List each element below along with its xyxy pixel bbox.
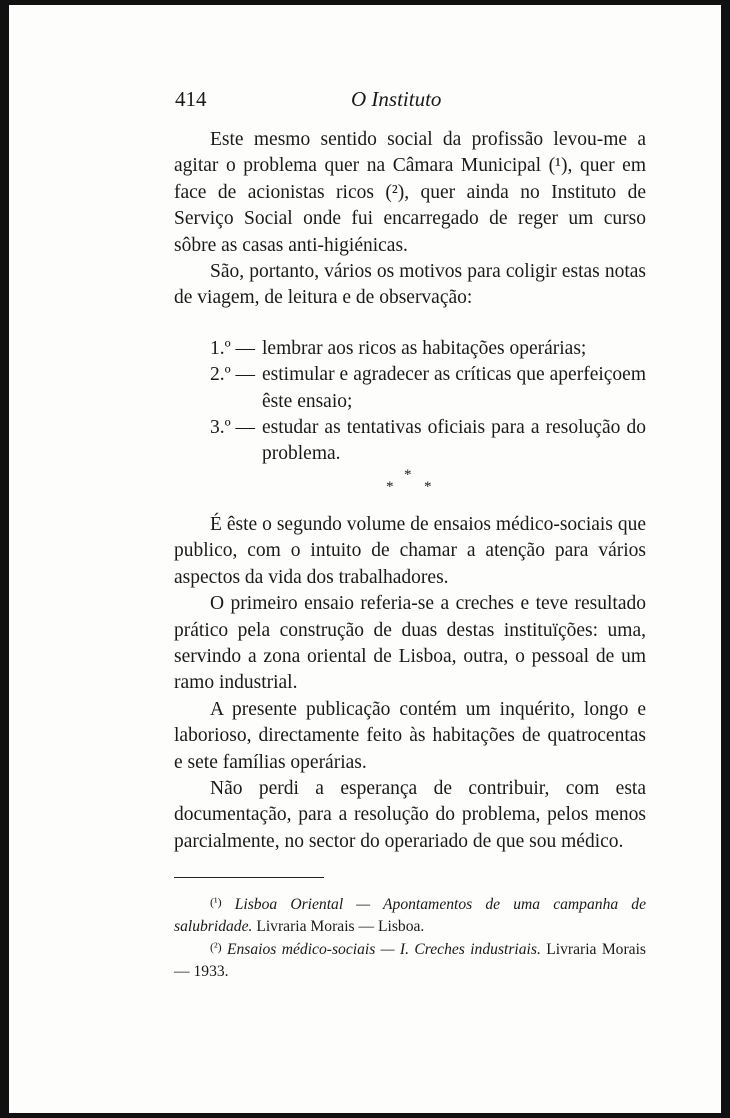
paragraph-5: A presente publicação contém um inquérito, longo e laborioso, directamente feito às habitações de quatrocentas e sete famílias operárias. (174, 698, 646, 773)
asterism-star: * (386, 478, 394, 495)
body-text (174, 127, 646, 982)
paragraph-3: É êste o segundo volume de ensaios médico-sociais que publico, com o intuito de chamar a atenção para vários aspectos da vida dos trabalhadores. (174, 513, 646, 588)
paragraph-4: O primeiro ensaio referia-se a creches e teve resultado prático pela construção de duas destas instituïções: uma, servindo a zona oriental de Lisboa, outra, o pessoal de um ramo industrial. (174, 593, 646, 694)
page-number: 414 (175, 87, 207, 111)
asterism-star: * (424, 478, 432, 495)
list-item-text: estudar as tentativas oficiais para a resolução do problema. (262, 417, 646, 465)
footnote-publisher: Livraria Morais — Lisboa. (256, 917, 425, 935)
list-item-number: 1.º — (210, 337, 256, 359)
footnote-title: Ensaios médico-sociais — I. Creches industriais. (226, 941, 541, 959)
paragraph-2: São, portanto, vários os motivos para coligir estas notas de viagem, de leitura e de observação: (174, 261, 646, 309)
footnote-title: Lisboa Oriental — Apontamentos de uma campanha de salubridade. (174, 896, 647, 935)
running-title: O Instituto (351, 87, 442, 111)
asterism-star: * (404, 466, 412, 483)
footnote-publisher: Livraria Morais — 1933. (174, 941, 646, 980)
footnote-mark: (²) (210, 940, 222, 955)
footnote-1 (174, 892, 646, 937)
paragraph-6: Não perdi a esperança de contribuir, com esta documentação, para a resolução do problema, pelos menos parcialmente, no sector do operariado de que sou médico. (174, 777, 646, 852)
list-item-text: lembrar aos ricos as habitações operárias; (262, 337, 587, 359)
footnote-mark: (¹) (210, 895, 222, 910)
list-spacer (174, 312, 646, 336)
section-asterism (174, 468, 646, 512)
footnote-2 (174, 937, 646, 982)
footnote-divider (174, 877, 324, 878)
list-item (174, 415, 646, 468)
list-item (174, 362, 646, 415)
list-item-number: 2.º — (210, 364, 256, 386)
page-header (167, 87, 647, 117)
list-item-text: estimular e agradecer as críticas que aperfeiçoem êste ensaio; (262, 364, 646, 412)
list-item (174, 336, 646, 362)
paragraph-1: Este mesmo sentido social da profissão levou-me a agitar o problema quer na Câmara Municipal (¹), quer em face de acionistas ricos (²), quer ainda no Instituto de Serviço Social onde fui encarregado de reger um curso sôbre as casas anti-higiénicas. (174, 129, 646, 256)
list-item-number: 3.º — (210, 417, 256, 439)
